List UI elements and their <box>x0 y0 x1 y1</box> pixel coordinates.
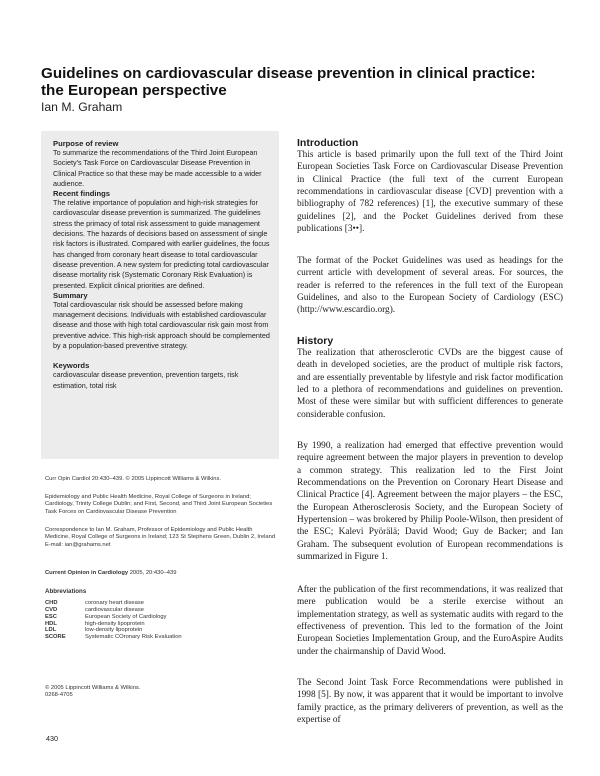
abbreviation-row <box>45 600 182 607</box>
abbreviation-meaning: low-density lipoprotein <box>85 627 143 634</box>
keywords-text: cardiovascular disease prevention, prevention targets, risk estimation, total risk <box>53 370 239 390</box>
findings-text: The relative importance of population and high-risk strategies for cardiovascular disease prevention is summarized. The guidelines stress the primacy of total risk assessment to guide management decisions. The hazards of decisions based on assessment of single risk factors is illustrated. Compared with earlier guidelines, the focus has changed from coronary heart disease to total cardiovascular disease prevention. A new system for predicting total cardiovascular disease mortality risk (Systematic Coronary Risk Evaluation) is presented. Explicit clinical priorities are defined. <box>53 198 270 290</box>
history-paragraph: The Second Joint Task Force Recommendations were published in 1998 [5]. By now, it was apparent that it would be important to involve family practice, as the primary deliverers of prevention, as well as the expertise of <box>297 678 563 726</box>
abbreviation-meaning: cardiovascular disease <box>85 607 144 614</box>
abbreviation-term: CHD <box>45 600 58 607</box>
abbreviation-meaning: Systematic COronary Risk Evaluation <box>85 634 182 641</box>
issn-text: 0268-4705 <box>45 692 73 699</box>
journal-line <box>45 570 277 577</box>
history-paragraph: The realization that atherosclerotic CVDs are the biggest cause of death in developed societies, are the product of multiple risk factors, and are essentially preventable by lifestyle and risk factor modification led to a plethora of recommendations and guidelines on prevention. Most of these were similar but with sufficient differences to generate considerable confusion. <box>297 348 563 420</box>
correspondence-text: Correspondence to Ian M. Graham, Professor of Epidemiology and Public Health Medicine, Royal College of Surgeons in Ireland; 123 St Stephens Green, Dublin 2, Ireland <box>45 527 276 541</box>
abbreviation-row <box>45 634 182 641</box>
summary-text: Total cardiovascular risk should be assessed before making management decisions. Individuals with established cardiovascular disease and those with high total cardiovascular risk gain most from preventive advice. This high-risk approach should be complemented by a population-based preventive strategy. <box>53 299 270 351</box>
abbreviation-term: SCORE <box>45 634 66 641</box>
abbreviation-term: ESC <box>45 613 57 620</box>
journal-name: Current Opinion in Cardiology <box>45 570 129 576</box>
history-heading: History <box>297 335 334 347</box>
history-section-4 <box>297 677 563 726</box>
abbreviation-row <box>45 607 182 614</box>
history-paragraph: After the publication of the first recommendations, it was realized that mere publication would be a sterile exercise without an implementation strategy, as well as systematic audits with regard to the effectiveness of prevention. This led to the formation of the Joint European Societies Implementation Group, and the EuroAspire Audits under the chairmanship of David Wood. <box>297 585 563 657</box>
introduction-section <box>297 137 563 235</box>
abbreviation-row <box>45 614 182 621</box>
history-paragraph: By 1990, a realization had emerged that effective prevention would require agreement between the major players in prevention to develop a common strategy. This realization led to the First Joint Recommendations on the Prevention on Coronary Heart Disease and Clinical Practice [4]. Agreement between the major players – the ESC, the European Atherosclerosis Society, and the European Society of Hypertension – was brokered by Philip Poole-Wilson, then president of the ESC; Kalevi Pyörälä; David Wood; Guy de Backer; and Ian Graham. The subsequent evolution of European recommendations is summarized in Figure 1. <box>297 441 563 563</box>
abbreviation-meaning: European Society of Cardiology <box>85 613 167 620</box>
journal-issue: 2005, 20:430–439 <box>128 570 177 576</box>
page-number: 430 <box>46 734 58 743</box>
abbreviation-row <box>45 627 182 634</box>
correspondence-block <box>45 527 277 549</box>
abbreviation-term: LDL <box>45 627 57 634</box>
citation-text: Curr Opin Cardiol 20:430–439. © 2005 Lippincott Williams & Wilkins. <box>45 476 222 482</box>
findings-heading: Recent findings <box>53 189 110 199</box>
history-section-2 <box>297 440 563 563</box>
introduction-paragraph: This article is based primarily upon the full text of the Third Joint European Societies Task Force on Cardiovascular Disease Prevention in Clinical Practice (the full text of the current European recommendations in cardiovascular disease [CVD] prevention with a bibliography of 782 references) [1], the executive summary of these guidelines [2], and the Pocket Guidelines derived from these publications [3••]. <box>297 150 563 235</box>
abbreviation-term: HDL <box>45 620 57 627</box>
history-section <box>297 335 563 421</box>
keywords-heading: Keywords <box>53 361 90 371</box>
author-name: Ian M. Graham <box>41 100 123 114</box>
article-title: Guidelines on cardiovascular disease prevention in clinical practice: the European perspective <box>41 65 536 99</box>
affiliation-text: Epidemiology and Public Health Medicine, Royal College of Surgeons in Ireland; Cardiology, Trinity College Dublin; and First, Second, and Third Joint European Societies Task Forces on Cardiovascular Disease Prevention <box>45 494 273 515</box>
abbreviation-meaning: coronary heart disease <box>85 600 144 607</box>
introduction-heading: Introduction <box>297 137 359 149</box>
abbreviations-heading: Abbreviations <box>45 588 87 595</box>
email-text: E-mail: ian@grahams.net <box>45 541 111 548</box>
purpose-text: To summarize the recommendations of the Third Joint European Society's Task Force on Cardiovascular Disease Prevention in Clinical Practice so that these may be made accessible to a wider audience. <box>53 148 262 188</box>
abbreviation-row <box>45 621 182 628</box>
affiliation-block <box>45 494 277 516</box>
abbreviations-block <box>45 588 277 641</box>
purpose-heading: Purpose of review <box>53 139 119 148</box>
summary-heading: Summary <box>53 290 88 300</box>
abbreviation-term: CVD <box>45 607 58 614</box>
history-section-3 <box>297 584 563 658</box>
citation-line <box>45 476 277 483</box>
copyright-text: © 2005 Lippincott Williams & Wilkins. <box>45 685 141 691</box>
introduction-section-2 <box>297 255 563 317</box>
abstract-box <box>41 131 279 459</box>
abbreviation-meaning: high-density lipoprotein <box>85 620 145 627</box>
copyright-block <box>45 685 277 700</box>
abbreviations-table <box>45 600 182 641</box>
introduction-paragraph: The format of the Pocket Guidelines was used as headings for the current article with development of several areas. For sources, the reader is referred to the references in the full text of the European Guidelines, and also to the European Society of Cardiology (ESC) (http://www.escardio.org). <box>297 256 563 316</box>
